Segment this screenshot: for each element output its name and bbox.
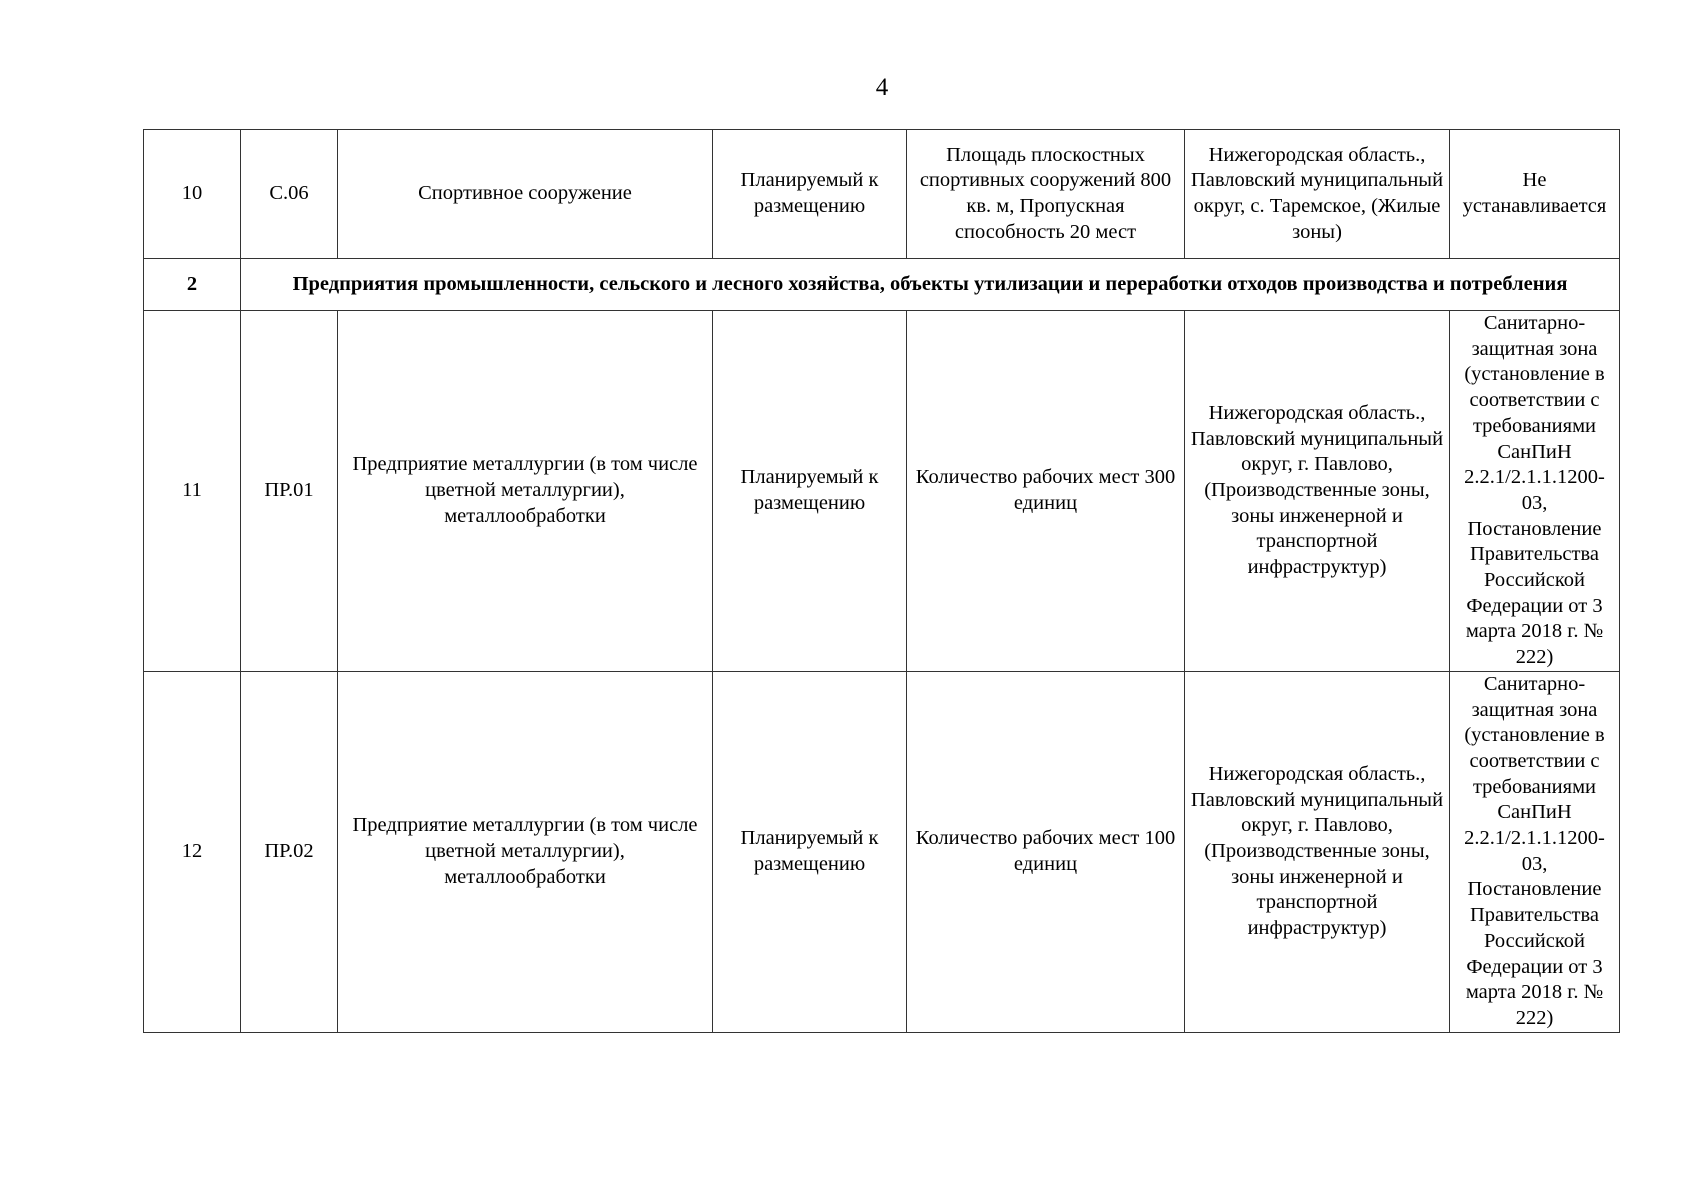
object-status: Планируемый к размещению	[713, 311, 907, 672]
section-title: Предприятия промышленности, сельского и лесного хозяйства, объекты утилизации и переработки отходов производства и потребления	[241, 259, 1620, 311]
page-number: 4	[875, 74, 889, 101]
table-row	[144, 311, 1620, 672]
object-name: Спортивное сооружение	[338, 130, 713, 259]
table-row	[144, 671, 1620, 1032]
section-row	[144, 259, 1620, 311]
object-status: Планируемый к размещению	[713, 130, 907, 259]
object-location: Нижегородская область., Павловский муниципальный округ, г. Павлово, (Производственные зоны, зоны инженерной и транспортной инфраструктур)	[1185, 671, 1450, 1032]
row-number: 10	[144, 130, 241, 259]
table-row	[144, 130, 1620, 259]
row-number: 11	[144, 311, 241, 672]
object-characteristics: Количество рабочих мест 100 единиц	[907, 671, 1185, 1032]
row-number: 12	[144, 671, 241, 1032]
object-name: Предприятие металлургии (в том числе цветной металлургии), металлообработки	[338, 311, 713, 672]
section-number: 2	[144, 259, 241, 311]
object-characteristics: Количество рабочих мест 300 единиц	[907, 311, 1185, 672]
object-zone: Санитарно-защитная зона (установление в соответствии с требованиями СанПиН 2.2.1/2.1.1.1200-03, Постановление Правительства Российской Федерации от 3 марта 2018 г. № 222)	[1450, 671, 1620, 1032]
object-zone: Санитарно-защитная зона (установление в соответствии с требованиями СанПиН 2.2.1/2.1.1.1200-03, Постановление Правительства Российской Федерации от 3 марта 2018 г. № 222)	[1450, 311, 1620, 672]
object-location: Нижегородская область., Павловский муниципальный округ, г. Павлово, (Производственные зоны, зоны инженерной и транспортной инфраструктур)	[1185, 311, 1450, 672]
object-name: Предприятие металлургии (в том числе цветной металлургии), металлообработки	[338, 671, 713, 1032]
objects-table	[143, 129, 1620, 1033]
object-code: ПР.01	[241, 311, 338, 672]
object-characteristics: Площадь плоскостных спортивных сооружений 800 кв. м, Пропускная способность 20 мест	[907, 130, 1185, 259]
object-zone: Не устанавливается	[1450, 130, 1620, 259]
object-status: Планируемый к размещению	[713, 671, 907, 1032]
object-code: С.06	[241, 130, 338, 259]
object-code: ПР.02	[241, 671, 338, 1032]
object-location: Нижегородская область., Павловский муниципальный округ, с. Таремское, (Жилые зоны)	[1185, 130, 1450, 259]
